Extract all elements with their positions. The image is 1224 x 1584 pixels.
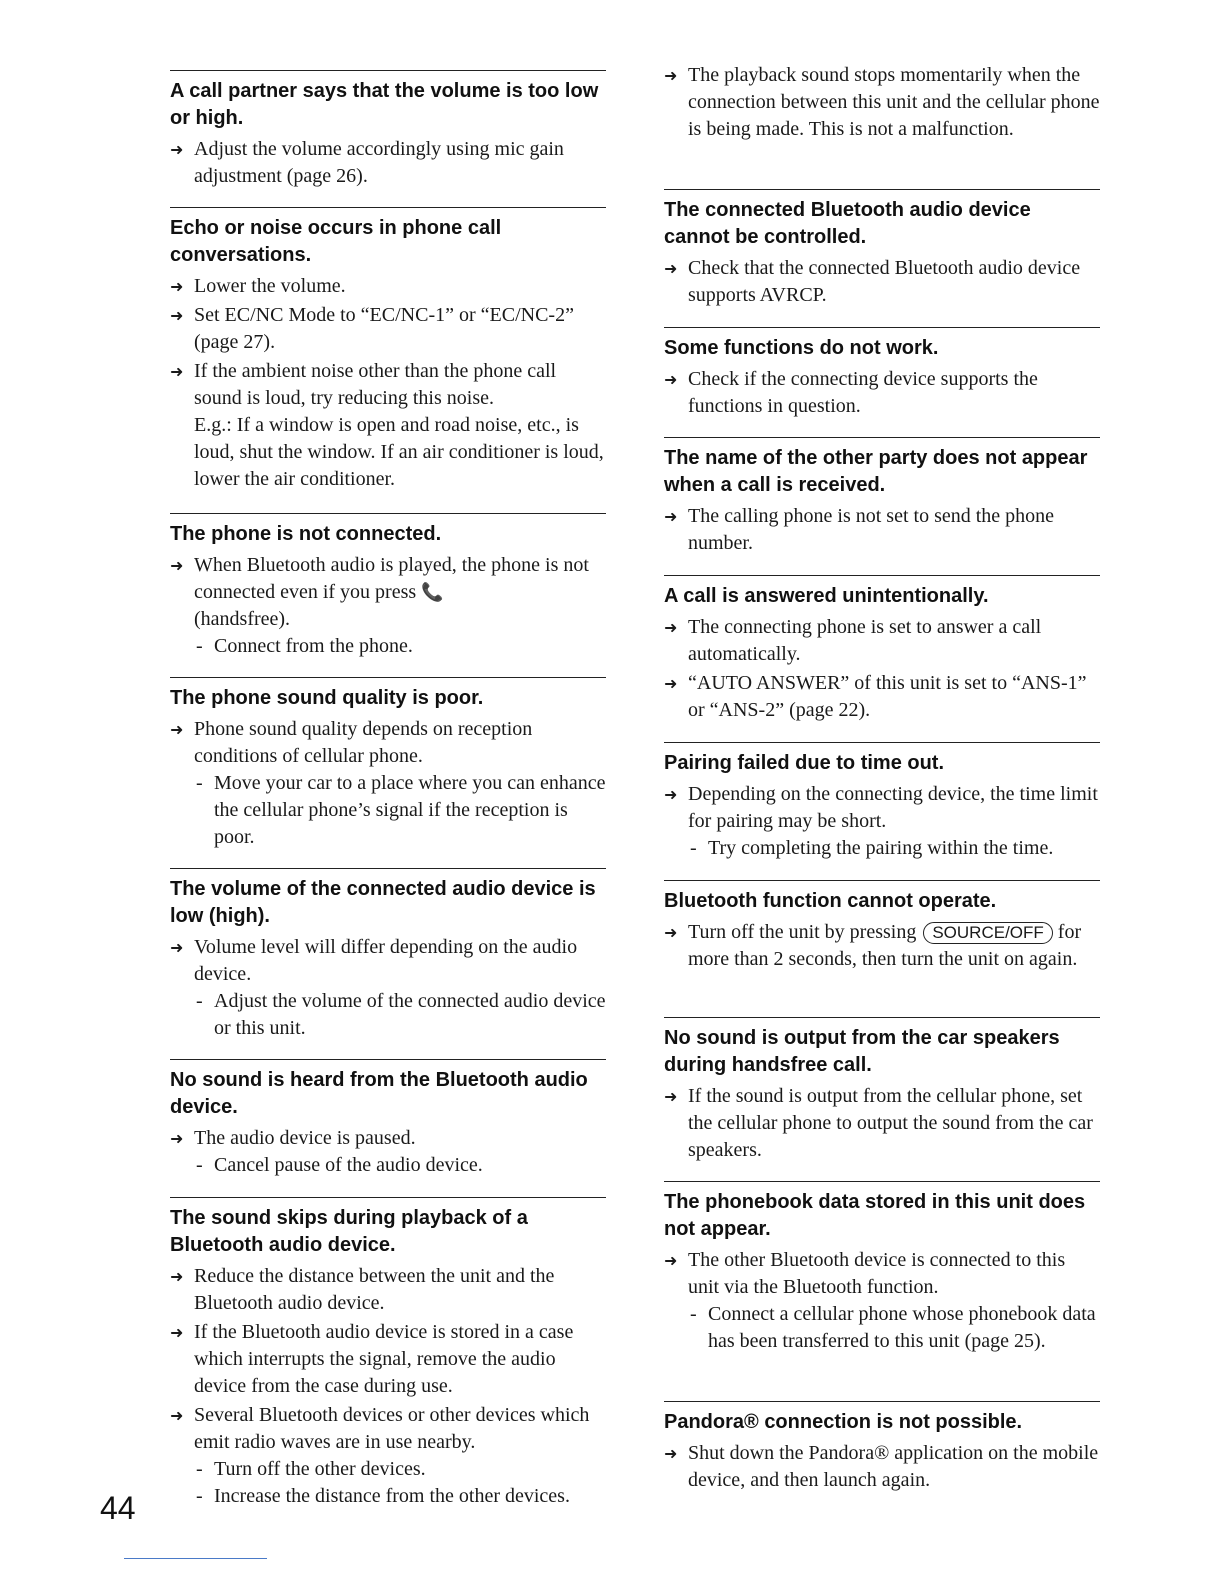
remedy-item: ➜ The other Bluetooth device is connected to this unit via the Bluetooth function. - Connect a cellular phone whose phonebook data has been transferred to this unit (page 25). (664, 1247, 1100, 1355)
trouble-section (664, 437, 1100, 559)
section-heading: The connected Bluetooth audio device cannot be controlled. (664, 199, 1031, 248)
page-number: 44 (100, 1490, 136, 1526)
remedy-item: ➜ Volume level will differ depending on the audio device. - Adjust the volume of the connected audio device or this unit. (170, 934, 606, 1042)
sub-remedy: - Move your car to a place where you can enhance the cellular phone’s signal if the reception is poor. (196, 772, 606, 848)
section-heading: No sound is output from the car speakers during handsfree call. (664, 1027, 1060, 1076)
trouble-section (664, 880, 1100, 975)
arrow-icon: ➜ (170, 1267, 184, 1286)
trouble-section (664, 327, 1100, 422)
sub-remedy: - Increase the distance from the other devices. (196, 1485, 570, 1507)
remedy-item: ➜ The audio device is paused. - Cancel pause of the audio device. (170, 1125, 606, 1179)
section-heading: The name of the other party does not appear when a call is received. (664, 447, 1088, 496)
section-heading: Bluetooth function cannot operate. (664, 890, 997, 912)
arrow-icon: ➜ (664, 785, 678, 804)
trouble-section (664, 742, 1100, 864)
remedy-item: ➜ When Bluetooth audio is played, the phone is not connected even if you press 📞 (handsfree). - Connect from the phone. (170, 552, 606, 660)
remedy-item: ➜ Shut down the Pandora® application on the mobile device, and then launch again. (664, 1442, 1099, 1491)
arrow-icon: ➜ (664, 1251, 678, 1270)
section-divider (170, 1197, 606, 1198)
remedy-item: ➜ Depending on the connecting device, the time limit for pairing may be short. - Try completing the pairing within the time. (664, 781, 1100, 862)
sub-remedy: - Turn off the other devices. (196, 1458, 426, 1480)
example-note: E.g.: If a window is open and road noise, etc., is loud, shut the window. If an air conditioner is loud, lower the air conditioner. (194, 414, 604, 490)
section-heading: Pandora® connection is not possible. (664, 1411, 1023, 1433)
remedy-item: ➜ Lower the volume. (170, 273, 606, 300)
remedy-item: ➜ The calling phone is not set to send the phone number. (664, 505, 1055, 554)
remedy-item: ➜ Set EC/NC Mode to “EC/NC-1” or “EC/NC-2” (page 27). (170, 304, 574, 353)
section-divider (664, 742, 1100, 743)
remedy-item: ➜ Adjust the volume accordingly using mic gain adjustment (page 26). (170, 138, 564, 187)
arrow-icon: ➜ (664, 618, 678, 637)
section-heading: The sound skips during playback of a Bluetooth audio device. (170, 1207, 528, 1256)
section-heading: Echo or noise occurs in phone call conversations. (170, 217, 502, 266)
footer-rule (124, 1558, 267, 1559)
section-divider (664, 1181, 1100, 1182)
remedy-item: ➜ If the ambient noise other than the phone call sound is loud, try reducing this noise. E.g.: If a window is open and road noise, etc., is loud, shut the window. If an air conditioner is loud, lower the air conditioner. (170, 358, 606, 493)
source-off-key: SOURCE/OFF (923, 922, 1052, 944)
remedy-item: ➜ Check that the connected Bluetooth audio device supports AVRCP. (664, 257, 1081, 306)
remedy-item: ➜ If the Bluetooth audio device is stored in a case which interrupts the signal, remove the audio device from the case during use. (170, 1321, 574, 1397)
trouble-section (664, 1401, 1100, 1496)
remedy-item: ➜ Check if the connecting device supports the functions in question. (664, 368, 1038, 417)
remedy-item: ➜ Turn off the unit by pressing SOURCE/OFF for more than 2 seconds, then turn the unit on again. (664, 921, 1082, 970)
section-heading: The phone sound quality is poor. (170, 687, 484, 709)
section-divider (664, 880, 1100, 881)
trouble-section (170, 70, 606, 192)
trouble-section (664, 1017, 1100, 1166)
trouble-section (664, 575, 1100, 726)
section-divider (664, 437, 1100, 438)
section-heading: A call partner says that the volume is too low or high. (170, 80, 599, 129)
trouble-section (170, 677, 606, 853)
section-divider (664, 1401, 1100, 1402)
section-divider (664, 575, 1100, 576)
remedy-item: ➜ The playback sound stops momentarily when the connection between this unit and the cellular phone is being made. This is not a malfunction. (664, 64, 1100, 140)
arrow-icon: ➜ (170, 720, 184, 739)
arrow-icon: ➜ (170, 277, 184, 296)
continued-item (664, 62, 1100, 145)
trouble-section (170, 207, 606, 495)
remedy-item: ➜ Reduce the distance between the unit and the Bluetooth audio device. (170, 1265, 555, 1314)
arrow-icon: ➜ (170, 556, 184, 575)
trouble-section (170, 868, 606, 1044)
trouble-section (170, 513, 606, 662)
remedy-item: ➜ “AUTO ANSWER” of this unit is set to “ANS-1” or “ANS-2” (page 22). (664, 672, 1087, 721)
section-divider (170, 513, 606, 514)
remedy-item: ➜ If the sound is output from the cellular phone, set the cellular phone to output the sound from the car speakers. (664, 1085, 1093, 1161)
trouble-section (664, 189, 1100, 311)
remedy-item: ➜ The connecting phone is set to answer a call automatically. (664, 616, 1042, 665)
sub-remedy: - Connect from the phone. (196, 635, 413, 657)
sub-remedy: - Adjust the volume of the connected audio device or this unit. (196, 990, 606, 1039)
section-heading: No sound is heard from the Bluetooth audio device. (170, 1069, 588, 1118)
arrow-icon: ➜ (664, 507, 678, 526)
trouble-section (170, 1059, 606, 1181)
remedy-item: ➜ Several Bluetooth devices or other devices which emit radio waves are in use nearby. - Turn off the other devices. - Increase the distance from the other devices. (170, 1402, 606, 1510)
section-divider (170, 1059, 606, 1060)
arrow-icon: ➜ (170, 362, 184, 381)
section-divider (170, 868, 606, 869)
handsfree-phone-icon: 📞 (421, 582, 444, 603)
arrow-icon: ➜ (170, 1129, 184, 1148)
section-divider (664, 1017, 1100, 1018)
arrow-icon: ➜ (170, 1406, 184, 1425)
arrow-icon: ➜ (170, 306, 184, 325)
section-heading: The phonebook data stored in this unit does not appear. (664, 1191, 1086, 1240)
section-heading: The phone is not connected. (170, 523, 442, 545)
arrow-icon: ➜ (664, 259, 678, 278)
section-divider (170, 207, 606, 208)
arrow-icon: ➜ (664, 66, 678, 85)
section-divider (664, 189, 1100, 190)
arrow-icon: ➜ (170, 1323, 184, 1342)
arrow-icon: ➜ (664, 1444, 678, 1463)
remedy-item: ➜ Phone sound quality depends on reception conditions of cellular phone. - Move your car to a place where you can enhance the cellular phone’s signal if the reception is poor. (170, 716, 606, 851)
arrow-icon: ➜ (664, 923, 678, 942)
trouble-section (170, 1197, 606, 1512)
section-heading: A call is answered unintentionally. (664, 585, 989, 607)
section-divider (170, 677, 606, 678)
arrow-icon: ➜ (664, 674, 678, 693)
section-heading: Some functions do not work. (664, 337, 939, 359)
arrow-icon: ➜ (664, 1087, 678, 1106)
section-divider (170, 70, 606, 71)
section-heading: The volume of the connected audio device is low (high). (170, 878, 596, 927)
section-divider (664, 327, 1100, 328)
arrow-icon: ➜ (664, 370, 678, 389)
trouble-section (664, 1181, 1100, 1357)
sub-remedy: - Connect a cellular phone whose phonebook data has been transferred to this unit (page 25). (690, 1303, 1096, 1352)
arrow-icon: ➜ (170, 938, 184, 957)
arrow-icon: ➜ (170, 140, 184, 159)
section-heading: Pairing failed due to time out. (664, 752, 945, 774)
sub-remedy: - Cancel pause of the audio device. (196, 1154, 483, 1176)
sub-remedy: - Try completing the pairing within the time. (690, 837, 1054, 859)
